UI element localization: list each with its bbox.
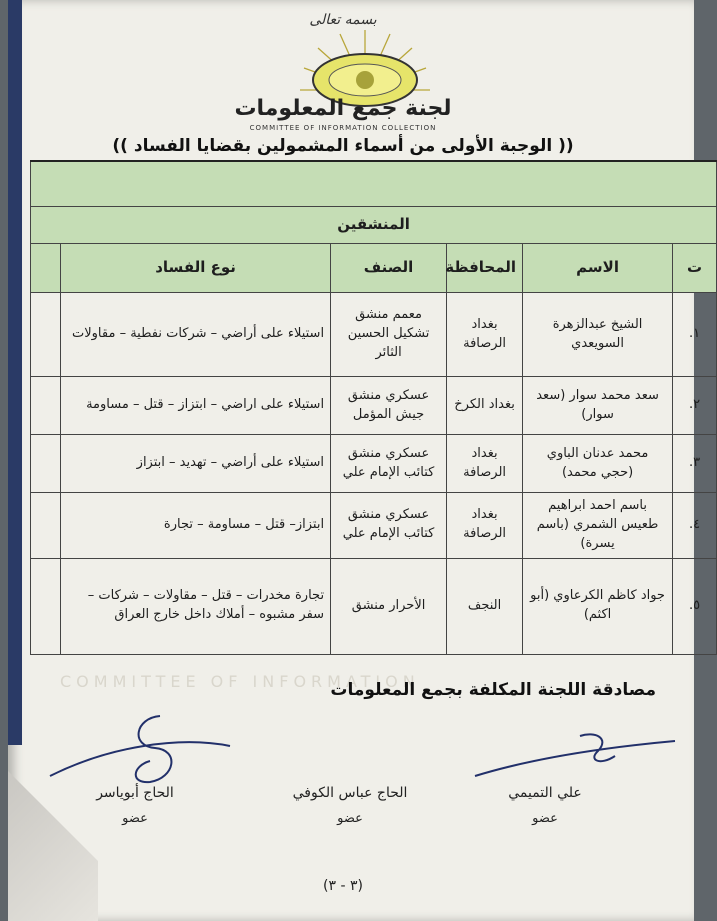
row-num: ١. <box>673 293 717 377</box>
table-row <box>31 377 717 435</box>
table-row <box>31 435 717 493</box>
category-label: المنشقين <box>31 207 717 244</box>
org-name-arabic: لجنة جمع المعلومات <box>234 96 452 121</box>
table-row <box>31 493 717 559</box>
col-header-name: الاسم <box>523 244 673 293</box>
row-num: ٥. <box>673 558 717 654</box>
row-name: سعد محمد سوار (سعد سوار) <box>523 377 673 435</box>
row-crime: استيلاء على أراضي – شركات نفطية – مقاولات <box>61 293 331 377</box>
row-name: محمد عدنان الباوي (حجي محمد) <box>523 435 673 493</box>
signatory-name: علي التميمي <box>508 785 582 801</box>
row-province: بغداد الكرخ <box>447 377 523 435</box>
row-class: معمم منشق تشكيل الحسين الثائر <box>331 293 447 377</box>
signatory-name: الحاج أبوياسر <box>96 785 174 801</box>
row-province: بغداد الرصافة <box>447 435 523 493</box>
signatory-3 <box>45 785 225 826</box>
signatory-1 <box>455 785 635 826</box>
watermark-text: COMMITTEE OF INFORMATION <box>60 672 420 691</box>
signature-abuyasser <box>40 706 240 786</box>
row-crime: استيلاء على اراضي – ابتزاز – قتل – مساومة <box>61 377 331 435</box>
row-name: جواد كاظم الكرعاوي (أبو اكثم) <box>523 558 673 654</box>
signatory-role: عضو <box>122 811 148 826</box>
signatory-role: عضو <box>532 811 558 826</box>
col-header-crime: نوع الفساد <box>61 244 331 293</box>
row-province: بغداد الرصافة <box>447 493 523 559</box>
document-header <box>0 0 686 160</box>
row-province: بغداد الرصافة <box>447 293 523 377</box>
confirmation-heading: مصادقة اللجنة المكلفة بجمع المعلومات <box>330 680 656 700</box>
row-num: ٣. <box>673 435 717 493</box>
col-header-class: الصنف <box>331 244 447 293</box>
signatory-role: عضو <box>337 811 363 826</box>
row-name: باسم احمد ابراهيم طعيس الشمري (باسم يسرة) <box>523 493 673 559</box>
column-header-row <box>31 244 717 293</box>
row-name: الشيخ عبدالزهرة السويعدي <box>523 293 673 377</box>
row-class: عسكري منشق جيش المؤمل <box>331 377 447 435</box>
row-num: ٢. <box>673 377 717 435</box>
category-row <box>31 207 717 244</box>
page-number: (٣ - ٣) <box>323 878 363 894</box>
org-name-english: COMMITTEE OF INFORMATION COLLECTION <box>249 124 437 132</box>
signatory-2 <box>260 785 440 826</box>
col-header-province: المحافظة <box>447 244 523 293</box>
basmala: بسمه تعالى <box>309 12 377 28</box>
row-num: ٤. <box>673 493 717 559</box>
table-top-band <box>31 161 717 207</box>
table-row <box>31 558 717 654</box>
row-class: الأحرار منشق <box>331 558 447 654</box>
document-subtitle: (( الوجبة الأولى من أسماء المشمولين بقضايا الفساد )) <box>112 136 574 156</box>
row-crime: تجارة مخدرات – قتل – مقاولات – شركات – سفر مشبوه – أملاك داخل خارج العراق <box>61 558 331 654</box>
signature-tamimi <box>470 726 680 786</box>
signatory-name: الحاج عباس الكوفي <box>292 785 408 801</box>
corruption-list-table <box>30 160 717 655</box>
col-header-num: ت <box>673 244 717 293</box>
row-class: عسكري منشق كتائب الإمام علي <box>331 493 447 559</box>
row-province: النجف <box>447 558 523 654</box>
row-crime: ابتزاز– قتل – مساومة – تجارة <box>61 493 331 559</box>
row-crime: استيلاء على أراضي – تهديد – ابتزاز <box>61 435 331 493</box>
table-row <box>31 293 717 377</box>
row-class: عسكري منشق كتائب الإمام علي <box>331 435 447 493</box>
